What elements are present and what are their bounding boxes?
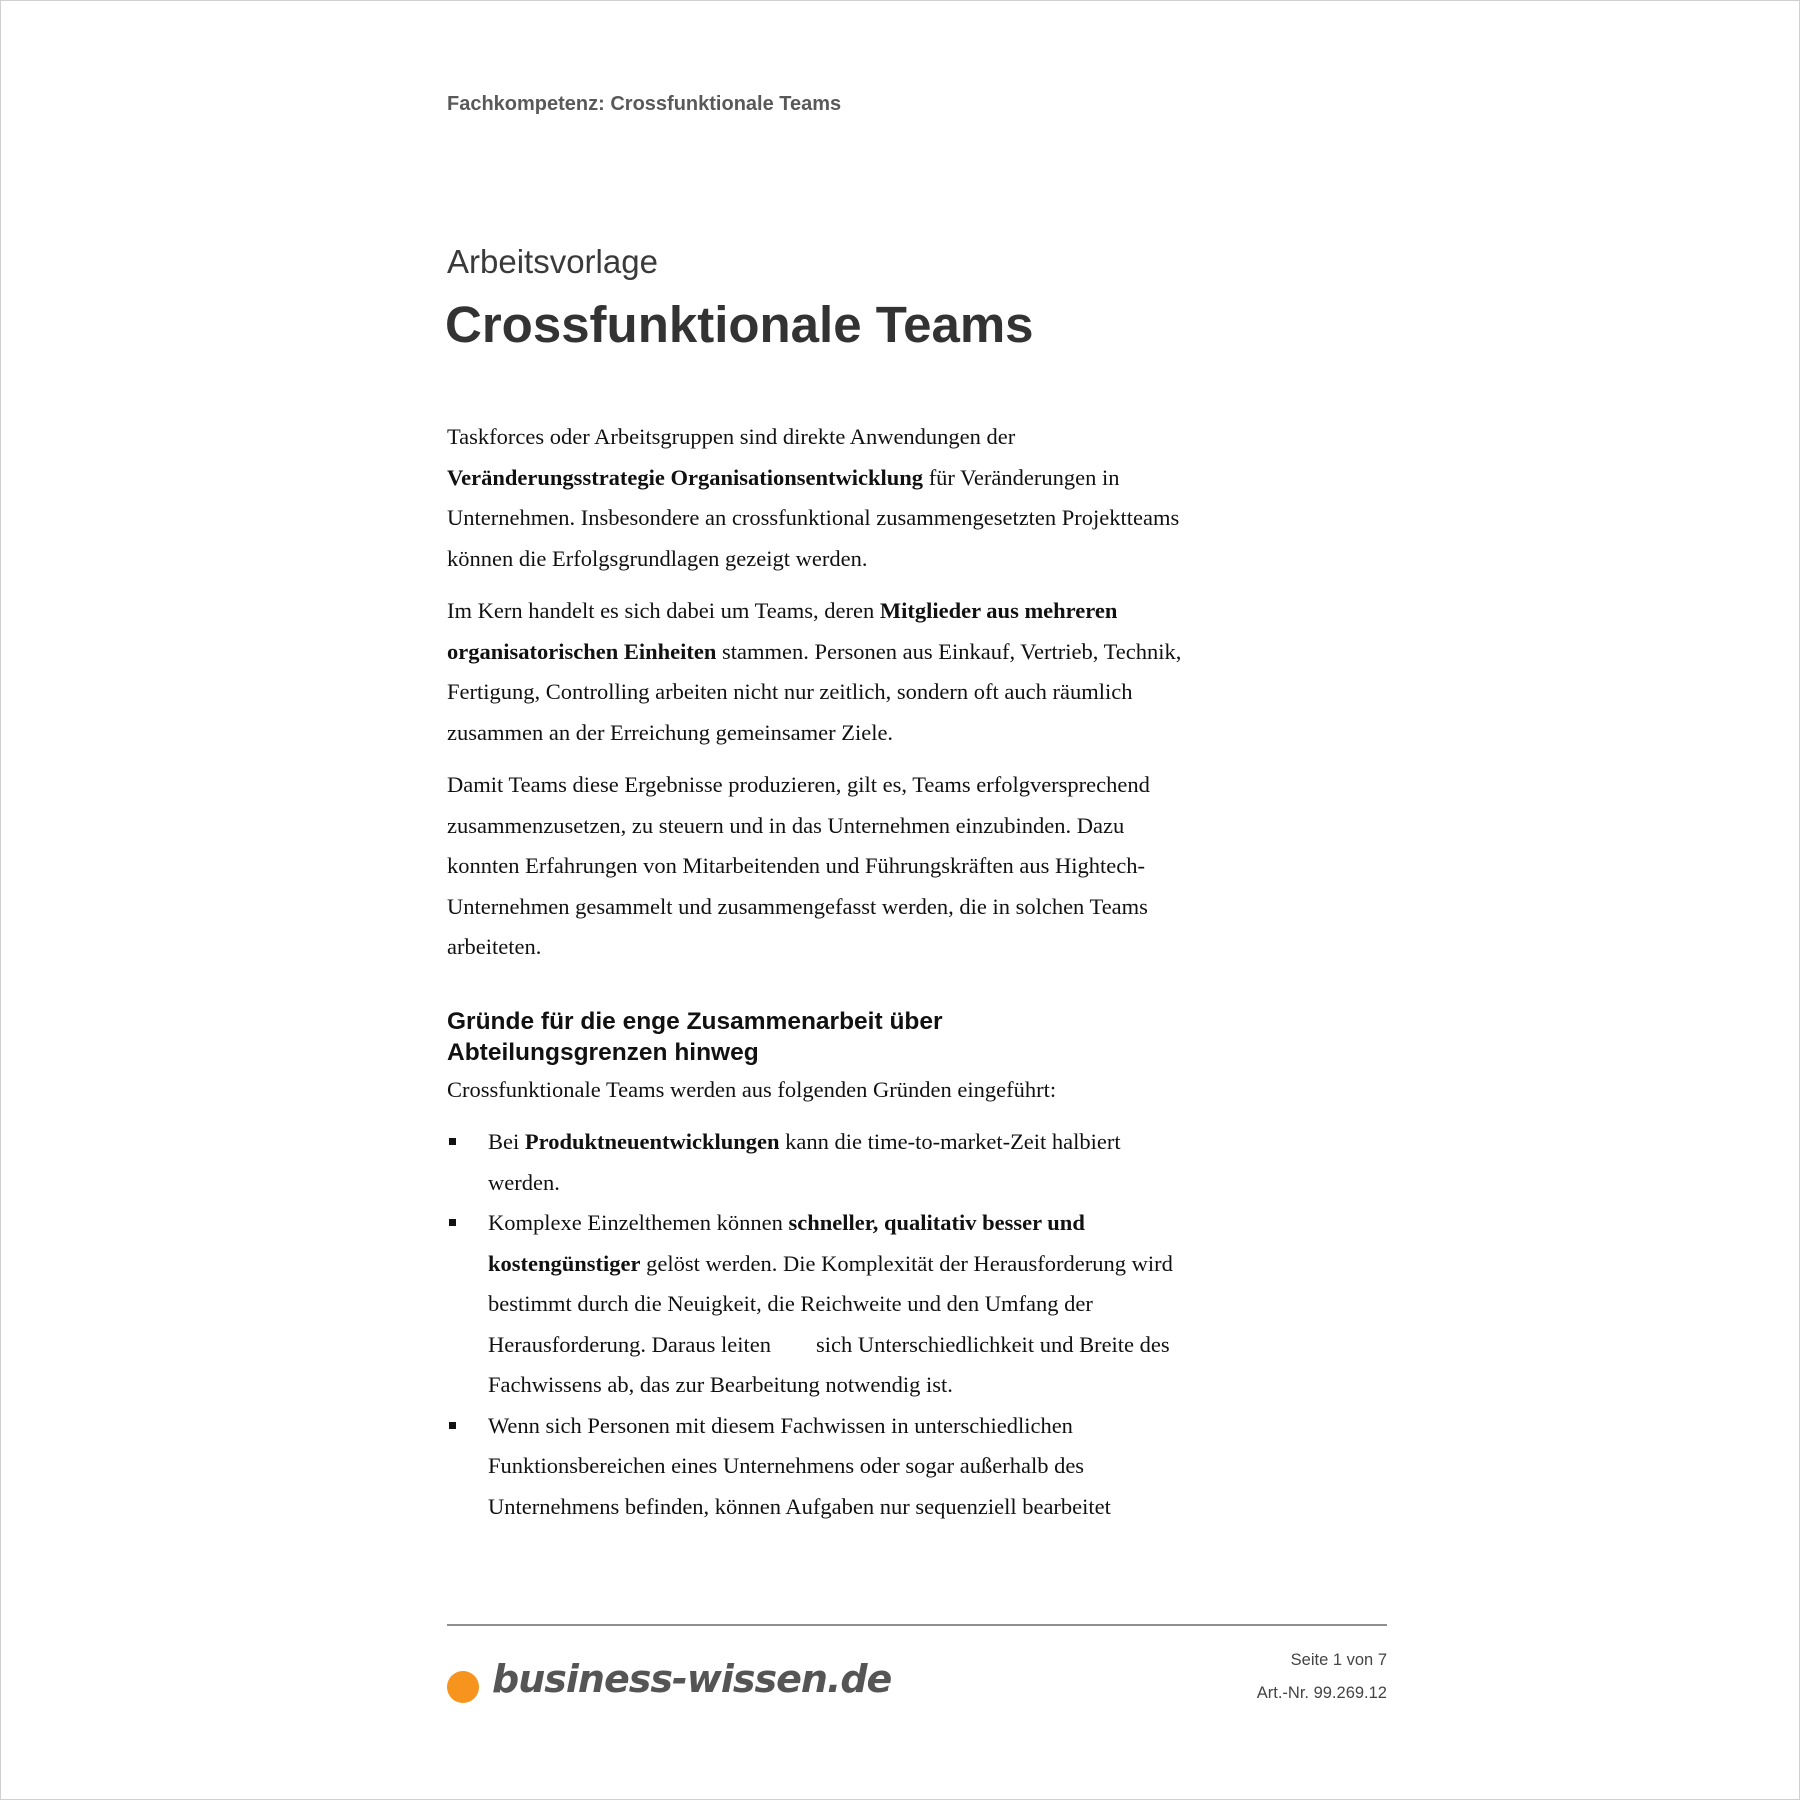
list-item-emphasis: Produktneuentwicklungen <box>524 1129 780 1154</box>
list-item-text: Komplexe Einzelthemen können <box>488 1210 789 1235</box>
paragraph-text: stammen. Personen aus Einkauf, Vertrieb, Technik, Fertigung, Controlling arbeiten nicht nur zeitlich, sondern oft auch räumlich zusammen an der Erreichung gemeinsamer Ziele. <box>447 638 1182 745</box>
running-header: Fachkompetenz: Crossfunktionale Teams <box>447 93 842 115</box>
paragraph-emphasis: Mitglieder aus mehreren organisatorischen Einheiten <box>447 598 1118 664</box>
paragraph <box>447 417 1187 579</box>
list-item-text: kann die time-to-market-Zeit halbiert werden. <box>488 1129 1121 1195</box>
paragraph-text: Damit Teams diese Ergebnisse produzieren, gilt es, Teams erfolgversprechend zusammenzusetzen, zu steuern und in das Unternehmen einzubinden. Dazu konnten Erfahrungen von Mitarbeitenden und Führungskräften aus Hightech-Unternehmen gesammelt und zusammengefasst werden, die in solchen Teams arbeiteten. <box>447 772 1150 959</box>
article-number: Art.-Nr. 99.269.12 <box>1256 1684 1387 1702</box>
section-intro: Crossfunktionale Teams werden aus folgenden Gründen eingeführt: <box>447 1076 1057 1102</box>
paragraph-text: für Veränderungen in Unternehmen. Insbesondere an crossfunktional zusammengesetzten Projektteams können die Erfolgsgrundlagen gezeigt werden. <box>447 464 1180 571</box>
list-item <box>447 1122 1187 1203</box>
orange-dot-icon <box>447 1671 479 1703</box>
reasons-list <box>447 1122 1187 1527</box>
list-item-text: Bei <box>488 1129 525 1154</box>
page-title: Crossfunktionale Teams <box>445 296 1034 353</box>
paragraph <box>447 591 1187 753</box>
body-text <box>447 417 1187 1527</box>
page-number: Seite 1 von 7 <box>1290 1651 1387 1669</box>
list-item-text: gelöst werden. Die Komplexität der Herausforderung wird bestimmt durch die Neuigkeit, die Reichweite und den Umfang der Herausforderung. Daraus leiten sich Unterschiedlichkeit und Breite des Fachwissens ab, das zur Bearbeitung notwendig ist. <box>488 1250 1179 1397</box>
section-heading-line: Gründe für die enge Zusammenarbeit über <box>447 1007 943 1035</box>
paragraph-text: Taskforces oder Arbeitsgruppen sind direkte Anwendungen der <box>447 424 1016 449</box>
paragraph-emphasis: Veränderungsstrategie Organisationsentwicklung <box>447 464 924 490</box>
section-heading <box>447 1006 1187 1068</box>
square-bullet-icon <box>449 1422 456 1429</box>
list-item <box>447 1203 1187 1406</box>
list-item-emphasis: schneller, qualitativ besser und kostengünstiger <box>488 1210 1085 1276</box>
brand-logo-text: business-wissen.de <box>492 1657 892 1701</box>
footer-divider <box>447 1624 1387 1626</box>
list-item <box>447 1406 1187 1528</box>
square-bullet-icon <box>449 1138 456 1145</box>
paragraph <box>447 765 1187 968</box>
square-bullet-icon <box>449 1219 456 1226</box>
document-kicker: Arbeitsvorlage <box>447 243 658 280</box>
paragraph-text: Im Kern handelt es sich dabei um Teams, deren <box>447 598 880 623</box>
section-heading-line: Abteilungsgrenzen hinweg <box>447 1038 759 1066</box>
list-item-text: Wenn sich Personen mit diesem Fachwissen in unterschiedlichen Funktionsbereichen eines Unternehmens oder sogar außerhalb des Unternehmens befinden, können Aufgaben nur sequenziell bearbeitet <box>488 1412 1111 1519</box>
